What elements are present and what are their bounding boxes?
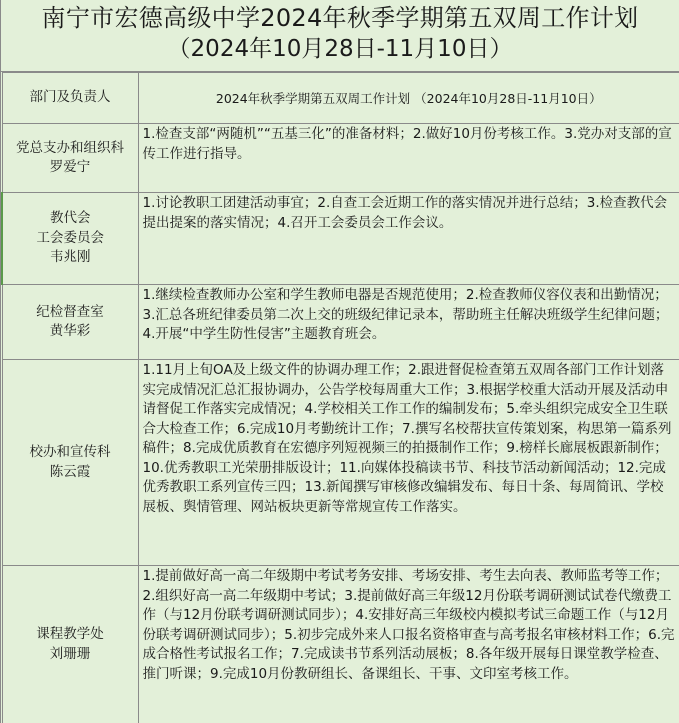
header-plan-dates: （2024年10月28日-11月10日）	[414, 90, 602, 106]
table-row	[2, 193, 679, 285]
header-department-cell[interactable]	[2, 73, 138, 124]
department-name: 教代会	[50, 210, 91, 227]
tasks-cell[interactable]	[138, 566, 679, 723]
department-person: 罗爱宁	[49, 159, 91, 175]
tasks-cell[interactable]	[138, 360, 679, 566]
department-name: 纪检督查室	[36, 303, 104, 320]
header-plan-cell[interactable]	[138, 73, 679, 124]
table-row	[2, 124, 679, 193]
department-cell[interactable]	[2, 124, 138, 193]
department-cell[interactable]	[2, 360, 138, 566]
department-cell[interactable]	[2, 566, 138, 723]
department-person: 黄华彩	[49, 323, 91, 339]
department-name: 课程教学处	[36, 626, 104, 642]
header-plan-title: 2024年秋季学期第五双周工作计划	[215, 90, 411, 106]
tasks-text: 1.继续检查教师办公室和学生教师电器是否规范使用；2.检查教师仪容仪表和出勤情况；3.汇总各班纪律委员第二次上交的班级纪律记录本，帮助班主任解决班级学生纪律问题；4.开展“中学生防性侵害”主题教育班会。	[142, 287, 669, 342]
table-row	[2, 360, 679, 566]
document-date-range: （2024年10月28日-11月10日）	[167, 36, 513, 62]
table-row	[2, 285, 679, 360]
tasks-text: 1.11月上旬OA及上级文件的协调办理工作；2.跟进督促检查第五双周各部门工作计划落实完成情况汇总汇报协调办，公告学校每周重大工作；3.根据学校重大活动开展及活动申请督促工作落实完成情况；4.学校相关工作工作的编制发布；5.牵头组织完成安全卫生联合大检查工作；6.完成10月考勤统计工作；7.撰写名校帮扶宣传策划案，构思第一篇系列稿件；8.完成优质教育在宏德序列短视频三的拍摄制作工作；9.榜样长廊展板跟新制作；10.优秀教职工光荣册排版设计；11.向媒体投稿读书节、科技节活动新闻活动；12.完成优秀教职工系列宣传三四；13.新闻撰写审核修改编辑发布、每日十条、每周简讯、学校展板、舆情管理、网站板块更新等常规宣传工作落实。	[142, 362, 672, 515]
tasks-text: 1.讨论教职工团建活动事宜；2.自查工会近期工作的落实情况并进行总结；3.检查教代会提出提案的落实情况；4.召开工会委员会工作会议。	[142, 195, 668, 231]
document-title: 南宁市宏德高级中学2024年秋季学期第五双周工作计划	[41, 4, 639, 32]
document-title-block	[1, 0, 679, 72]
department-cell[interactable]	[2, 193, 138, 285]
tasks-text: 1.提前做好高一高二年级期中考试考务安排、考场安排、考生去向表、教师监考等工作；2.组织好高一高二年级期中考试；3.提前做好高三年级12月份联考调研测试试卷代缴费工作（与12月份联考调研测试同步）；4.安排好高三年级校内模拟考试三命题工作（与12月份联考调研测试同步）；5.初步完成外来人口报名资格审查与高考报名审核材料工作；6.完成合格性考试报名工作；7.完成读书节系列活动展板；8.各年级开展每日课堂教学检查、推门听课；9.完成10月份教研组长、备课组长、干事、文印室考核工作。	[142, 568, 675, 682]
department-name-secondary: 工会委员会	[36, 229, 104, 246]
department-person: 韦兆刚	[50, 249, 91, 266]
work-plan-table	[1, 72, 679, 723]
department-name: 校办和宣传科	[29, 444, 111, 460]
department-cell[interactable]	[2, 285, 138, 360]
department-name: 党总支办和组织科	[16, 139, 124, 156]
tasks-text: 1.检查支部“两随机”“五基三化”的准备材料；2.做好10月份考核工作。3.党办对支部的宣传工作进行指导。	[142, 126, 672, 162]
header-department-label: 部门及负责人	[29, 89, 111, 106]
tasks-cell[interactable]	[138, 285, 679, 360]
department-person: 陈云霞	[49, 463, 91, 480]
table-row	[2, 566, 679, 723]
table-header-row	[2, 73, 679, 124]
tasks-cell[interactable]	[138, 124, 679, 193]
department-person: 刘珊珊	[49, 645, 91, 662]
tasks-cell[interactable]	[138, 193, 679, 285]
